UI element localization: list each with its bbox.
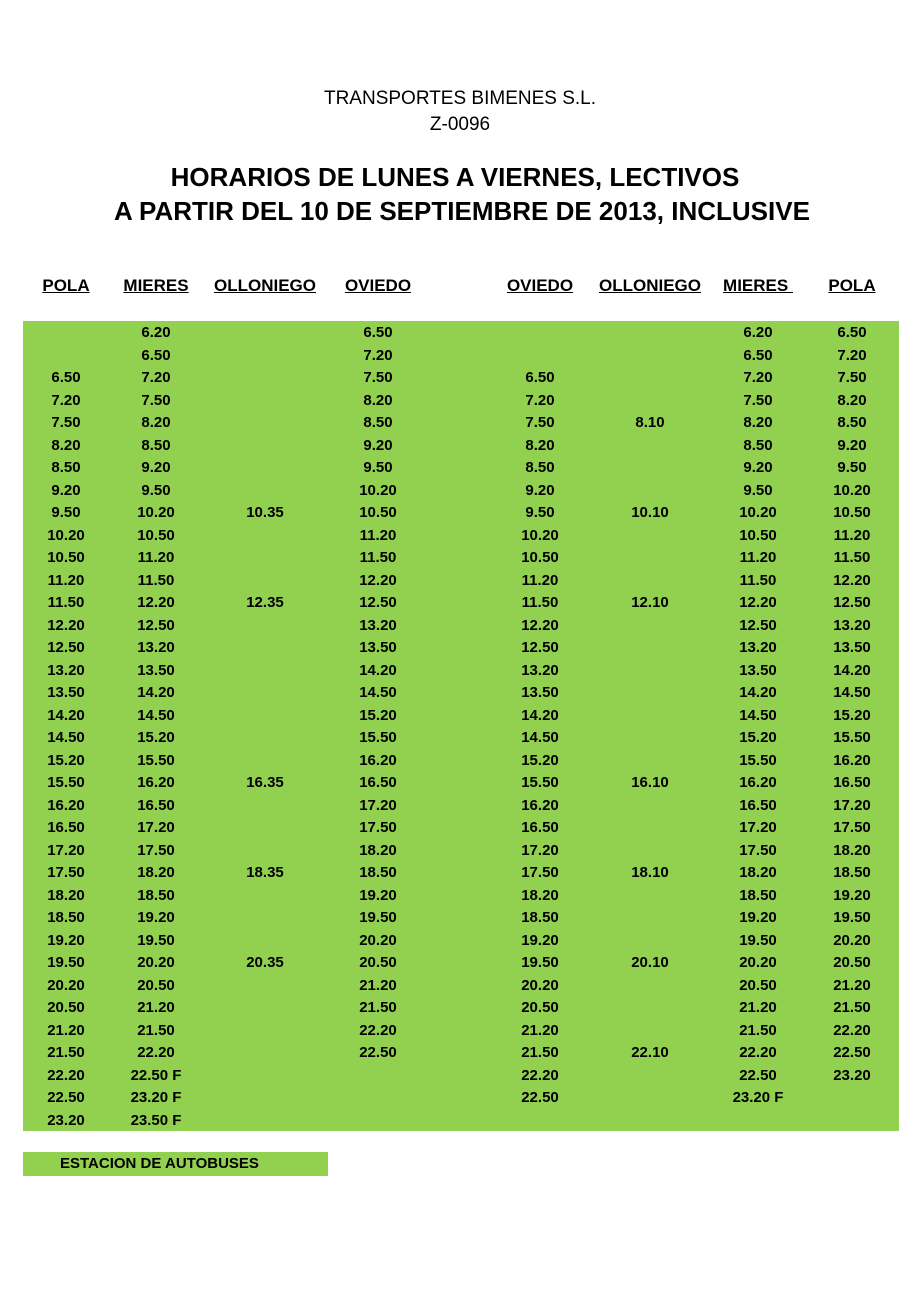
time-cell: 18.50: [521, 909, 559, 926]
time-cell: 8.20: [141, 414, 171, 431]
time-cell: 17.20: [47, 841, 85, 859]
time-cell: 6.50: [837, 324, 867, 341]
time-cell: 7.50: [51, 414, 81, 431]
time-cell: 17.50: [47, 864, 85, 881]
time-cell: 7.20: [837, 346, 867, 364]
time-cell: 7.50: [525, 414, 555, 431]
schedule-subtitle: A PARTIR DEL 10 DE SEPTIEMBRE DE 2013, INCLUSIVE: [114, 196, 810, 226]
time-cell: 18.50: [359, 864, 397, 881]
time-cell: 16.10: [631, 774, 669, 791]
time-cell: 23.20: [47, 1111, 85, 1129]
time-cell: 14.50: [521, 729, 559, 746]
time-cell: 21.20: [137, 999, 175, 1016]
column-header-pola: POLA: [828, 276, 876, 295]
time-cell: 19.50: [359, 909, 397, 926]
time-cell: 11.20: [359, 526, 397, 544]
time-cell: 22.20: [739, 1044, 777, 1061]
time-cell: 8.20: [837, 391, 867, 409]
time-cell: 10.20: [739, 504, 777, 521]
time-cell: 18.10: [631, 864, 669, 881]
table-row: [0, 772, 920, 795]
column-header-olloniego: OLLONIEGO: [599, 276, 701, 295]
time-cell: 18.50: [739, 886, 777, 904]
time-cell: 14.50: [833, 684, 871, 701]
time-cell: 8.50: [525, 459, 555, 476]
time-cell: 8.20: [363, 391, 393, 409]
time-cell: 11.20: [137, 549, 175, 566]
time-cell: 19.50: [47, 954, 85, 971]
table-row: [0, 1065, 920, 1088]
time-cell: 10.20: [137, 504, 175, 521]
time-cell: 9.50: [363, 459, 393, 476]
time-cell: 22.20: [359, 1021, 397, 1039]
time-cell: 10.50: [739, 526, 777, 544]
time-cell: 12.50: [739, 616, 777, 634]
time-cell: 7.50: [141, 391, 171, 409]
time-cell: 16.50: [739, 796, 777, 814]
time-cell: 7.20: [743, 369, 773, 386]
time-cell: 6.20: [141, 324, 171, 341]
time-cell: 11.20: [833, 526, 871, 544]
time-cell: 7.20: [51, 391, 81, 409]
time-cell: 22.20: [833, 1021, 871, 1039]
time-cell: 14.50: [359, 684, 397, 701]
time-cell: 9.50: [743, 481, 773, 499]
time-cell: 8.10: [635, 414, 665, 431]
time-cell: 6.50: [141, 346, 171, 364]
time-cell: 9.20: [837, 436, 867, 454]
time-cell: 21.50: [521, 1044, 559, 1061]
time-cell: 12.20: [521, 616, 559, 634]
time-cell: 12.10: [631, 594, 669, 611]
table-row: [0, 1020, 920, 1043]
time-cell: 16.20: [47, 796, 85, 814]
time-cell: 9.50: [51, 504, 81, 521]
time-cell: 7.50: [363, 369, 393, 386]
time-cell: 20.50: [833, 954, 871, 971]
time-cell: 20.10: [631, 954, 669, 971]
table-row: [0, 457, 920, 480]
time-cell: 14.20: [47, 706, 85, 724]
time-cell: 19.50: [739, 931, 777, 949]
time-cell: 19.50: [521, 954, 559, 971]
time-cell: 23.20 F: [732, 1089, 784, 1106]
time-cell: 12.50: [47, 639, 85, 656]
time-cell: 14.50: [47, 729, 85, 746]
table-row: [0, 480, 920, 503]
table-row: [0, 930, 920, 953]
time-cell: 11.50: [521, 594, 559, 611]
time-cell: 22.50 F: [130, 1066, 182, 1084]
time-cell: 18.20: [739, 864, 777, 881]
time-cell: 17.50: [359, 819, 397, 836]
time-cell: 16.50: [359, 774, 397, 791]
time-cell: 18.50: [47, 909, 85, 926]
time-cell: 19.50: [833, 909, 871, 926]
time-cell: 13.20: [359, 616, 397, 634]
time-cell: 21.20: [833, 976, 871, 994]
time-cell: 20.35: [246, 954, 284, 971]
time-cell: 12.20: [739, 594, 777, 611]
time-cell: 14.20: [833, 661, 871, 679]
table-row: [0, 975, 920, 998]
time-cell: 22.10: [631, 1044, 669, 1061]
time-cell: 21.20: [521, 1021, 559, 1039]
time-cell: 15.50: [521, 774, 559, 791]
column-header-pola: POLA: [42, 276, 90, 295]
time-cell: 11.50: [739, 571, 777, 589]
table-row: [0, 705, 920, 728]
time-cell: 20.50: [521, 999, 559, 1016]
time-cell: 13.50: [833, 639, 871, 656]
time-cell: 19.20: [521, 931, 559, 949]
time-cell: 9.20: [51, 481, 81, 499]
time-cell: 16.50: [833, 774, 871, 791]
time-cell: 8.20: [51, 436, 81, 454]
time-cell: 17.50: [137, 841, 175, 859]
time-cell: 16.50: [521, 819, 559, 836]
time-cell: 10.50: [137, 526, 175, 544]
time-cell: 13.50: [47, 684, 85, 701]
table-row: [0, 1110, 920, 1133]
time-cell: 21.50: [137, 1021, 175, 1039]
time-cell: 8.50: [141, 436, 171, 454]
table-row: [0, 997, 920, 1020]
table-row: [0, 390, 920, 413]
time-cell: 11.50: [137, 571, 175, 589]
time-cell: 9.20: [525, 481, 555, 499]
time-cell: 10.50: [47, 549, 85, 566]
time-cell: 11.50: [359, 549, 397, 566]
time-cell: 13.50: [359, 639, 397, 656]
time-cell: 21.20: [359, 976, 397, 994]
time-cell: 13.20: [739, 639, 777, 656]
table-row: [0, 592, 920, 615]
table-row: [0, 682, 920, 705]
time-cell: 16.20: [137, 774, 175, 791]
time-cell: 8.20: [743, 414, 773, 431]
time-cell: 11.50: [47, 594, 85, 611]
time-cell: 12.20: [833, 571, 871, 589]
time-cell: 18.20: [137, 864, 175, 881]
time-cell: 9.50: [141, 481, 171, 499]
time-cell: 18.35: [246, 864, 284, 881]
time-cell: 19.20: [47, 931, 85, 949]
time-cell: 14.20: [359, 661, 397, 679]
time-cell: 21.20: [739, 999, 777, 1016]
time-cell: 11.20: [739, 549, 777, 566]
time-cell: 15.20: [521, 751, 559, 769]
table-row: [0, 750, 920, 773]
column-header-mieres: MIERES: [723, 276, 793, 295]
time-cell: 17.50: [739, 841, 777, 859]
table-row: [0, 817, 920, 840]
time-cell: 14.20: [739, 684, 777, 701]
time-cell: 6.50: [51, 369, 81, 386]
time-cell: 17.50: [521, 864, 559, 881]
time-cell: 17.20: [521, 841, 559, 859]
time-cell: 15.20: [137, 729, 175, 746]
time-cell: 15.50: [137, 751, 175, 769]
time-cell: 18.20: [47, 886, 85, 904]
table-row: [0, 660, 920, 683]
time-cell: 22.50: [521, 1089, 559, 1106]
time-cell: 21.50: [739, 1021, 777, 1039]
time-cell: 14.20: [521, 706, 559, 724]
time-cell: 16.50: [47, 819, 85, 836]
time-cell: 8.50: [837, 414, 867, 431]
time-cell: 22.50: [739, 1066, 777, 1084]
time-cell: 7.20: [141, 369, 171, 386]
column-header-oviedo: OVIEDO: [506, 276, 574, 295]
table-row: [0, 615, 920, 638]
time-cell: 15.50: [359, 729, 397, 746]
time-cell: 10.10: [631, 504, 669, 521]
table-row: [0, 862, 920, 885]
table-row: [0, 1042, 920, 1065]
time-cell: 20.20: [739, 954, 777, 971]
time-cell: 20.20: [833, 931, 871, 949]
time-cell: 10.20: [833, 481, 871, 499]
table-row: [0, 727, 920, 750]
time-cell: 20.20: [47, 976, 85, 994]
time-cell: 15.20: [833, 706, 871, 724]
table-row: [0, 570, 920, 593]
table-row: [0, 412, 920, 435]
time-cell: 22.20: [137, 1044, 175, 1061]
time-cell: 12.50: [833, 594, 871, 611]
time-cell: 18.50: [137, 886, 175, 904]
time-cell: 10.50: [521, 549, 559, 566]
time-cell: 17.50: [833, 819, 871, 836]
time-cell: 14.20: [137, 684, 175, 701]
time-cell: 16.20: [833, 751, 871, 769]
time-cell: 18.20: [359, 841, 397, 859]
time-cell: 20.50: [359, 954, 397, 971]
time-cell: 6.50: [363, 324, 393, 341]
time-cell: 10.20: [359, 481, 397, 499]
time-cell: 10.20: [47, 526, 85, 544]
time-cell: 10.50: [833, 504, 871, 521]
time-cell: 22.20: [521, 1066, 559, 1084]
time-cell: 20.50: [47, 999, 85, 1016]
time-cell: 11.20: [521, 571, 559, 589]
time-cell: 13.50: [521, 684, 559, 701]
time-cell: 15.20: [359, 706, 397, 724]
time-cell: 21.50: [359, 999, 397, 1016]
time-cell: 15.50: [739, 751, 777, 769]
table-row: [0, 1087, 920, 1110]
time-cell: 22.20: [47, 1066, 85, 1084]
time-cell: 12.50: [359, 594, 397, 611]
time-cell: 8.50: [743, 436, 773, 454]
time-cell: 22.50: [833, 1044, 871, 1061]
time-cell: 21.50: [833, 999, 871, 1016]
time-cell: 10.20: [521, 526, 559, 544]
time-cell: 16.20: [359, 751, 397, 769]
time-cell: 17.20: [137, 819, 175, 836]
table-row: [0, 502, 920, 525]
time-cell: 9.50: [525, 504, 555, 521]
column-header-oviedo: OVIEDO: [344, 276, 412, 295]
time-cell: 23.50 F: [130, 1111, 182, 1129]
time-cell: 15.20: [47, 751, 85, 769]
company-name: TRANSPORTES BIMENES S.L.: [323, 88, 597, 109]
time-cell: 12.35: [246, 594, 284, 611]
time-cell: 7.20: [363, 346, 393, 364]
time-cell: 12.20: [137, 594, 175, 611]
time-cell: 22.50: [359, 1044, 397, 1061]
legend-label: ESTACION DE AUTOBUSES: [60, 1155, 259, 1172]
table-row: [0, 907, 920, 930]
time-cell: 13.20: [833, 616, 871, 634]
time-cell: 17.20: [359, 796, 397, 814]
time-cell: 11.20: [47, 571, 85, 589]
company-header: [0, 86, 920, 138]
time-cell: 13.20: [521, 661, 559, 679]
time-cell: 21.50: [47, 1044, 85, 1061]
time-cell: 12.20: [47, 616, 85, 634]
table-row: [0, 367, 920, 390]
time-cell: 23.20 F: [130, 1089, 182, 1106]
time-cell: 13.50: [739, 661, 777, 679]
time-cell: 14.50: [137, 706, 175, 724]
time-cell: 9.20: [743, 459, 773, 476]
table-row: [0, 885, 920, 908]
time-cell: 7.50: [743, 391, 773, 409]
time-cell: 13.50: [137, 661, 175, 679]
time-cell: 9.20: [141, 459, 171, 476]
time-cell: 20.20: [359, 931, 397, 949]
time-cell: 20.20: [521, 976, 559, 994]
time-cell: 7.50: [837, 369, 867, 386]
time-cell: 9.20: [363, 436, 393, 454]
time-cell: 11.50: [833, 549, 871, 566]
table-row: [0, 952, 920, 975]
time-cell: 20.50: [739, 976, 777, 994]
time-cell: 16.35: [246, 774, 284, 791]
column-header-mieres: MIERES: [123, 276, 189, 295]
time-cell: 19.20: [137, 909, 175, 926]
table-row: [0, 435, 920, 458]
time-cell: 9.50: [837, 459, 867, 476]
schedule-title: HORARIOS DE LUNES A VIERNES, LECTIVOS: [170, 162, 740, 192]
time-cell: 7.20: [525, 391, 555, 409]
time-cell: 23.20: [833, 1066, 871, 1084]
time-cell: 22.50: [47, 1089, 85, 1106]
time-cell: 6.50: [743, 346, 773, 364]
time-cell: 20.50: [137, 976, 175, 994]
table-row: [0, 840, 920, 863]
time-cell: 13.20: [47, 661, 85, 679]
time-cell: 19.20: [739, 909, 777, 926]
time-cell: 8.20: [525, 436, 555, 454]
time-cell: 16.20: [521, 796, 559, 814]
time-cell: 12.50: [521, 639, 559, 656]
time-cell: 16.20: [739, 774, 777, 791]
route-code: Z-0096: [429, 114, 491, 135]
time-cell: 18.20: [521, 886, 559, 904]
time-cell: 13.20: [137, 639, 175, 656]
time-cell: 19.20: [833, 886, 871, 904]
column-header-olloniego: OLLONIEGO: [214, 276, 316, 295]
time-cell: 21.20: [47, 1021, 85, 1039]
time-cell: 17.20: [739, 819, 777, 836]
table-row: [0, 345, 920, 368]
time-cell: 17.20: [833, 796, 871, 814]
time-cell: 8.50: [363, 414, 393, 431]
table-row: [0, 525, 920, 548]
column-headers: [0, 276, 920, 300]
table-row: [0, 637, 920, 660]
time-cell: 18.50: [833, 864, 871, 881]
time-cell: 20.20: [137, 954, 175, 971]
time-cell: 10.35: [246, 504, 284, 521]
time-cell: 14.50: [739, 706, 777, 724]
time-cell: 15.20: [739, 729, 777, 746]
time-cell: 10.50: [359, 504, 397, 521]
time-cell: 12.20: [359, 571, 397, 589]
time-cell: 15.50: [833, 729, 871, 746]
table-row: [0, 795, 920, 818]
time-cell: 6.50: [525, 369, 555, 386]
table-row: [0, 322, 920, 345]
time-cell: 15.50: [47, 774, 85, 791]
time-cell: 8.50: [51, 459, 81, 476]
legend-swatch: [23, 1152, 328, 1176]
time-cell: 19.50: [137, 931, 175, 949]
table-row: [0, 547, 920, 570]
time-cell: 19.20: [359, 886, 397, 904]
time-cell: 16.50: [137, 796, 175, 814]
time-cell: 12.50: [137, 616, 175, 634]
time-cell: 6.20: [743, 324, 773, 341]
time-cell: 18.20: [833, 841, 871, 859]
